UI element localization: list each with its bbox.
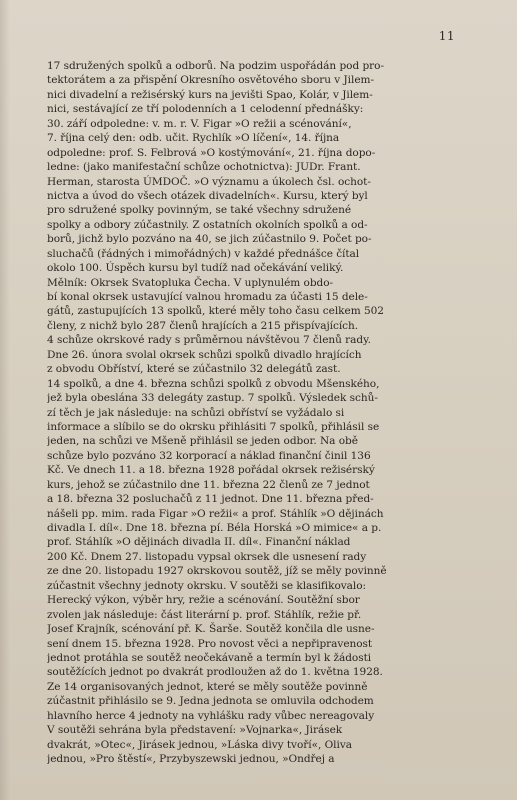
text-line: jednot protáhla se soutěž neočekávaně a termín byl k žádosti (47, 651, 372, 664)
text-line: kurs, jehož se zúčastnilo dne 11. března 22 členů ze 7 jednot (47, 478, 370, 491)
text-line: zúčastnit přihlásilo se 9. Jedna jednota se omluvila odchodem (47, 695, 374, 708)
text-line: okolo 100. Úspěch kursu byl tudíž nad očekávání veliký. (47, 262, 344, 275)
body-text (47, 59, 459, 766)
text-line: Herman, starosta ÚMDOČ. »O významu a úkolech čsl. ochot- (47, 175, 371, 188)
text-line: nášeli pp. mim. rada Figar »O režii« a prof. Stáhlík »O dějinách (47, 507, 384, 520)
text-line: sení dnem 15. března 1928. Pro novost věci a nepřipravenost (47, 637, 373, 650)
text-line: schůze bylo pozváno 32 korporací a náklad finanční činil 136 (47, 449, 371, 462)
text-line: Josef Krajník, scénování př. K. Šarše. Soutěž končila dle usne- (47, 623, 375, 636)
text-line: ledne: (jako manifestační schůze ochotnictva): JUDr. Frant. (47, 161, 361, 174)
text-line: nici, sestávající ze tří polodenních a 1 celodenní přednášky: (47, 103, 364, 116)
text-line: 7. října celý den: odb. učit. Rychlík »O líčení«, 14. října (47, 132, 340, 145)
text-line: divadla I. díl«. Dne 18. března pí. Béla Horská »O mimice« a p. (47, 522, 382, 534)
text-line: tektorátem a za přispění Okresního osvětového sboru v Jilem- (47, 74, 374, 87)
text-line: spolky a odbory zúčastnily. Z ostatních okolních spolků a od- (47, 218, 368, 231)
text-line: odpoledne: prof. S. Felbrová »O kostýmování«, 21. října dopo- (47, 146, 376, 159)
text-line: nici divadelní a režisérský kurs na jevišti Spao, Kolár, v Jilem- (47, 88, 373, 101)
text-line: z obvodu Obříství, které se zúčastnilo 32 delegátů zast. (47, 363, 341, 376)
text-line: zí těch je jak následuje: na schůzi obříství se vyžádalo si (47, 406, 345, 419)
text-line: pro sdružené spolky povinným, se také všechny sdružené (47, 204, 352, 217)
text-line: jednou, »Pro štěstí«, Przybyszewski jednou, »Ondřej a (47, 753, 335, 765)
text-line: nictva a úvod do všech otázek divadelních«. Kursu, který byl (47, 189, 368, 202)
text-line: 14 spolků, a dne 4. března schůzi spolků z obvodu Mšenského, (47, 377, 380, 390)
text-line: ze dne 20. listopadu 1927 okrskovou soutěž, jíž se měly povinně (47, 565, 387, 578)
text-line: a 18. března 32 posluchačů z 11 jednot. Dne 11. března před- (47, 493, 374, 506)
text-line: 30. září odpoledne: v. m. r. V. Figar »O režii a scénování«, (47, 117, 352, 130)
text-line: zvolen jak následuje: část literární p. prof. Stáhlík, režie př. (47, 608, 362, 621)
text-line: 200 Kč. Dnem 27. listopadu vypsal okrsek dle usnesení rady (47, 550, 367, 563)
text-line: sluchačů (řádných i mimořádných) v každé přednášce čítal (47, 247, 360, 260)
text-line: Kč. Ve dnech 11. a 18. března 1928 pořádal okrsek režisérský (47, 464, 375, 477)
text-line: gátů, zastupujících 13 spolků, které měly toho času celkem 502 (47, 305, 384, 318)
text-line: prof. Stáhlík »O dějinách divadla II. díl«. Finanční náklad (47, 536, 351, 549)
text-line: borů, jichž bylo pozváno na 40, se jich zúčastnilo 9. Počet po- (47, 233, 372, 246)
text-line: Ze 14 organisovaných jednot, které se měly soutěže povinně (47, 680, 368, 693)
text-line: Herecký výkon, výběr hry, režie a scénování. Soutěžní sbor (47, 594, 360, 607)
page-number: 11 (438, 29, 455, 43)
text-line: zúčastnit všechny jednoty okrsku. V soutěži se klasifikovalo: (47, 579, 367, 592)
text-line: V soutěži sehrána byla představení: »Vojnarka«, Jirásek (47, 724, 343, 737)
text-line: informace a slíbilo se do okrsku přihlásiti 7 spolků, přihlásil se (47, 420, 380, 433)
text-line: Dne 26. února svolal okrsek schůzi spolků divadlo hrajících (47, 348, 362, 361)
text-line: 17 sdružených spolků a odborů. Na podzim uspořádán pod pro- (47, 60, 384, 72)
text-line: bí konal okrsek ustavující valnou hromadu za účasti 15 dele- (47, 291, 368, 303)
text-line: 4 schůze okrskové rady s průměrnou návštěvou 7 členů rady. (47, 334, 371, 347)
text-line: hlavního herce 4 jednoty na vyhlášku rady vůbec nereagovaly (47, 709, 375, 722)
text-line: jeden, na schůzi ve Mšeně přihlásil se jeden odbor. Na obě (47, 435, 358, 448)
text-line: jež byla obeslána 33 delegáty zastup. 7 spolků. Výsledek schů- (47, 392, 378, 405)
text-line: dvakrát, »Otec«, Jirásek jednou, »Láska divy tvoří«, Oliva (47, 738, 352, 751)
text-line: členy, z nichž bylo 287 členů hrajících a 215 přispívajících. (47, 319, 359, 332)
text-line: soutěžících jednot po dvakrát prodloužen až do 1. května 1928. (47, 666, 383, 679)
page-edge-shadow (0, 0, 10, 800)
text-line: Mělník: Okrsek Svatopluka Čecha. V uplynulém obdo- (47, 276, 334, 289)
